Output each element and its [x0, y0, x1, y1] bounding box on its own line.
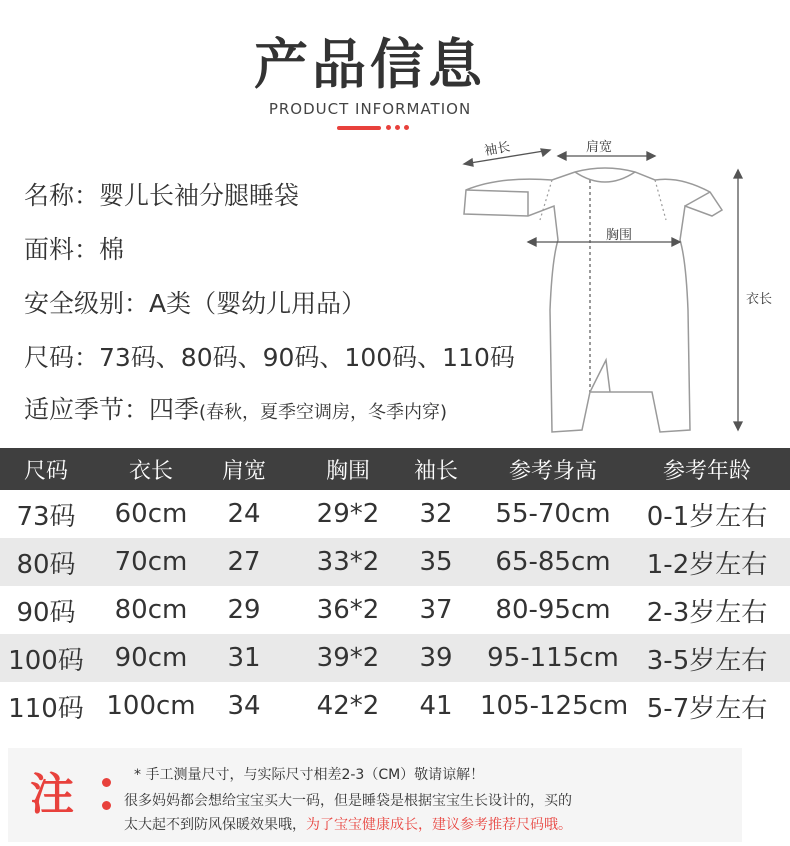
cell-size: 100码 [8, 645, 84, 676]
cell-sleeve: 39 [419, 643, 453, 673]
cell-age: 1-2岁左右 [646, 549, 768, 580]
header-size: 尺码 [23, 458, 68, 484]
cell-age: 5-7岁左右 [646, 693, 768, 724]
label-sleeve-length: 袖长 [483, 139, 512, 160]
page-title: 产品信息 [254, 33, 486, 96]
cell-length: 90cm [114, 643, 188, 673]
header-chest: 胸围 [325, 458, 370, 484]
header-length: 衣长 [128, 458, 173, 484]
cell-chest: 33*2 [316, 547, 380, 577]
label-body-length: 衣长 [746, 292, 773, 307]
header-sleeve: 袖长 [413, 458, 458, 484]
cell-height: 55-70cm [495, 499, 611, 529]
page-subtitle: PRODUCT INFORMATION [268, 100, 472, 118]
cell-shoulder: 27 [227, 547, 261, 577]
table-row [0, 538, 790, 586]
table-row [0, 586, 790, 634]
garment-diagram [440, 130, 790, 450]
cell-age: 3-5岁左右 [646, 645, 768, 676]
cell-length: 100cm [106, 691, 196, 721]
cell-length: 60cm [114, 499, 188, 529]
cell-age: 2-3岁左右 [646, 597, 768, 628]
cell-chest: 42*2 [316, 691, 380, 721]
cell-shoulder: 34 [227, 691, 261, 721]
cell-size: 80码 [16, 549, 76, 580]
cell-shoulder: 31 [227, 643, 261, 673]
cell-height: 95-115cm [487, 643, 619, 673]
header-height: 参考身高 [508, 458, 597, 484]
header-age: 参考年龄 [662, 458, 751, 484]
cell-height: 105-125cm [480, 691, 629, 721]
cell-sleeve: 35 [419, 547, 453, 577]
cell-shoulder: 29 [227, 595, 261, 625]
title-underline [337, 126, 381, 130]
cell-sleeve: 37 [419, 595, 453, 625]
cell-age: 0-1岁左右 [646, 501, 768, 532]
cell-size: 90码 [16, 597, 76, 628]
cell-length: 80cm [114, 595, 188, 625]
note-line-3-text: 太大起不到防风保暖效果哦， [124, 817, 306, 833]
cell-shoulder: 24 [227, 499, 261, 529]
table-row [0, 634, 790, 682]
cell-chest: 29*2 [316, 499, 380, 529]
cell-height: 80-95cm [495, 595, 611, 625]
note-box [8, 748, 742, 842]
note-line-2: 很多妈妈都会想给宝宝买大一码，但是睡袋是根据宝宝生长设计的，买的 [124, 793, 572, 809]
size-table [0, 448, 790, 730]
table-header [0, 448, 790, 490]
cell-chest: 39*2 [316, 643, 380, 673]
info-safety: 安全级别：A类（婴幼儿用品） [24, 289, 367, 318]
info-season-detail: (春秋，夏季空调房，冬季内穿) [199, 402, 448, 423]
note-mark: 注 [30, 769, 74, 820]
info-name: 名称：婴儿长袖分腿睡袋 [24, 181, 300, 210]
cell-chest: 36*2 [316, 595, 380, 625]
cell-sleeve: 32 [419, 499, 453, 529]
cell-length: 70cm [114, 547, 188, 577]
note-colon-dots [102, 778, 111, 810]
cell-size: 110码 [8, 693, 84, 724]
table-row [0, 490, 790, 538]
cell-sleeve: 41 [419, 691, 453, 721]
sleeping-bag-illustration [440, 130, 790, 450]
note-line-1: * 手工测量尺寸，与实际尺寸相差2-3（CM）敬请谅解！ [134, 767, 485, 783]
cell-size: 73码 [16, 501, 76, 532]
label-chest: 胸围 [606, 228, 633, 243]
cell-height: 65-85cm [495, 547, 611, 577]
header-shoulder: 肩宽 [221, 458, 266, 484]
info-season [24, 390, 447, 426]
title-dots [386, 125, 409, 130]
table-row [0, 682, 790, 730]
info-fabric: 面料：棉 [24, 235, 125, 264]
info-sizes: 尺码：73码、80码、90码、100码、110码 [24, 343, 515, 372]
label-shoulder-width: 肩宽 [586, 140, 613, 155]
info-season-main: 适应季节：四季 [24, 395, 200, 424]
note-line-3 [124, 814, 572, 834]
note-line-3-highlight: 为了宝宝健康成长，建议参考推荐尺码哦。 [306, 817, 572, 833]
